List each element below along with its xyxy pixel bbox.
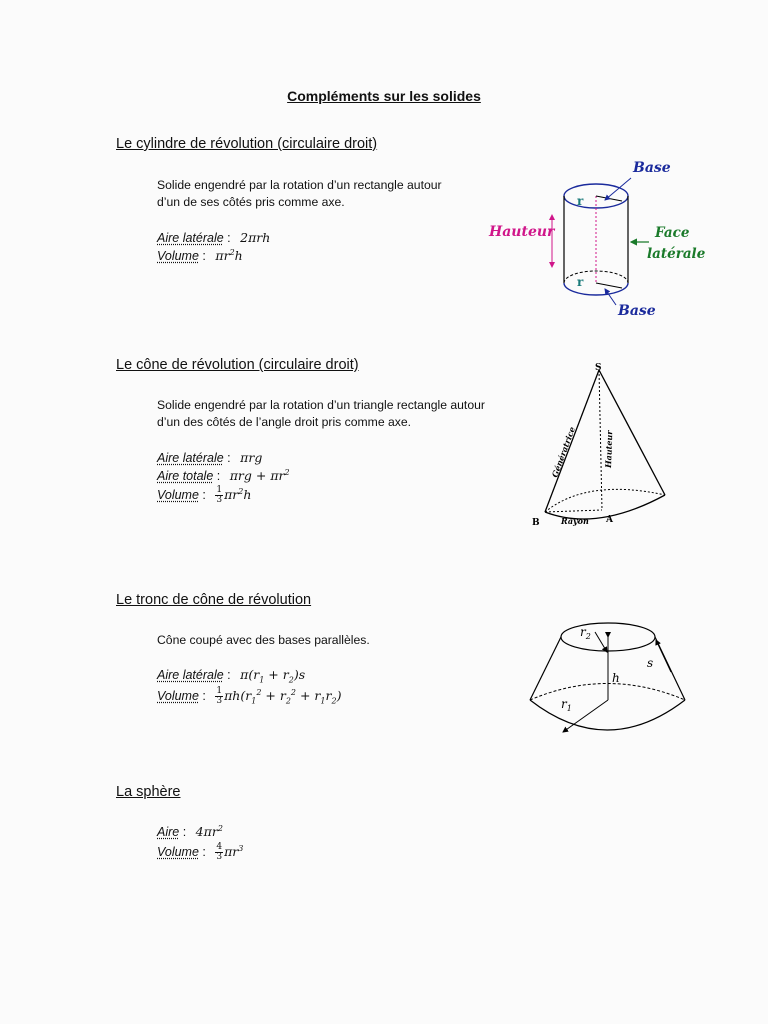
formula-expression: $\frac{1}{3}$ $\pi r^2h$ xyxy=(216,485,252,505)
height-label: Hauteur xyxy=(489,224,555,240)
cylinder-heading: Le cylindre de révolution (circulaire droit) xyxy=(116,136,378,152)
cylinder-desc-line1: Solide engendré par la rotation d’un rectangle autour xyxy=(157,178,442,192)
frustum-desc-line1: Cône coupé avec des bases parallèles. xyxy=(157,633,370,647)
sphere-volume: Volume : $\frac{4}{3}$ $\pi r^3$ xyxy=(157,842,244,862)
formula-expression: $\pi r^2h$ xyxy=(215,248,243,264)
sphere-area: Aire : $4\pi r^2$ xyxy=(157,824,223,840)
frustum-description xyxy=(157,632,370,649)
lateral-face-label: latérale xyxy=(647,246,706,262)
formula-label: Aire totale xyxy=(157,469,214,484)
apex-label: S xyxy=(595,363,602,373)
formula-label: Volume xyxy=(157,845,199,859)
radius-label: r xyxy=(577,275,584,289)
sphere-heading: La sphère xyxy=(116,784,181,800)
point-b-label: B xyxy=(532,518,540,528)
slant-label: s xyxy=(647,656,654,670)
r1-label: $r_1$ xyxy=(561,697,572,713)
formula-label: Aire xyxy=(157,825,180,840)
formula-expression: $\frac{1}{3}$ $\pi h(r_1^2 + r_2^2 + r_1r_2)$ xyxy=(216,686,342,706)
frustum-volume: Volume : $\frac{1}{3}$ $\pi h(r_1^2 + r_2^2 + r_1r_2)$ xyxy=(157,686,342,706)
radius-label: Rayon xyxy=(561,516,589,526)
base-bottom-label: Base xyxy=(618,303,656,319)
r2-label: $r_2$ xyxy=(580,625,591,641)
point-a-label: A xyxy=(606,515,613,525)
generatrix-label: Génératrice xyxy=(549,425,578,479)
page-title: Compléments sur les solides xyxy=(287,88,481,104)
cylinder-figure xyxy=(485,155,715,325)
frustum-heading: Le tronc de cône de révolution xyxy=(116,592,312,608)
formula-expression: $\pi(r_1 + r_2)s$ xyxy=(240,667,306,685)
formula-label: Volume xyxy=(157,488,199,502)
cone-description xyxy=(157,397,485,431)
height-label: Hauteur xyxy=(603,430,615,469)
formula-label: Aire latérale xyxy=(157,451,224,465)
cone-desc-line2: d’un des côtés de l’angle droit pris comme axe. xyxy=(157,415,412,429)
cylinder-volume: Volume : $\pi r^2h$ xyxy=(157,248,243,264)
cone-desc-line1: Solide engendré par la rotation d’un triangle rectangle autour xyxy=(157,398,485,412)
cylinder-lateral-area: Aire latérale : 2πrh xyxy=(157,230,271,245)
cone-heading: Le cône de révolution (circulaire droit) xyxy=(116,357,359,373)
cylinder-desc-line2: d’un de ses côtés pris comme axe. xyxy=(157,195,345,209)
frustum-figure xyxy=(525,612,700,742)
radius-label: r xyxy=(577,194,584,208)
cone-figure xyxy=(527,360,677,540)
formula-label: Aire latérale xyxy=(157,668,224,682)
formula-expression: $\pi rg + \pi r^2$ xyxy=(229,468,290,484)
formula-expression: πrg xyxy=(240,450,263,465)
formula-expression: $4\pi r^2$ xyxy=(195,824,223,840)
formula-label: Volume xyxy=(157,249,199,264)
lateral-face-label: Face xyxy=(655,225,690,241)
frustum-lateral-area: Aire latérale : $\pi(r_1 + r_2)s$ xyxy=(157,667,306,685)
formula-expression: $\frac{4}{3}$ $\pi r^3$ xyxy=(216,842,244,862)
height-label: h xyxy=(612,671,620,685)
cone-total-area: Aire totale : $\pi rg + \pi r^2$ xyxy=(157,468,290,484)
formula-label: Aire latérale xyxy=(157,231,224,245)
base-top-label: Base xyxy=(633,160,671,176)
cone-lateral-area: Aire latérale : πrg xyxy=(157,450,263,465)
formula-expression: 2πrh xyxy=(240,230,271,245)
cone-volume: Volume : $\frac{1}{3}$ $\pi r^2h$ xyxy=(157,485,252,505)
formula-label: Volume xyxy=(157,689,199,703)
cylinder-description xyxy=(157,177,442,211)
